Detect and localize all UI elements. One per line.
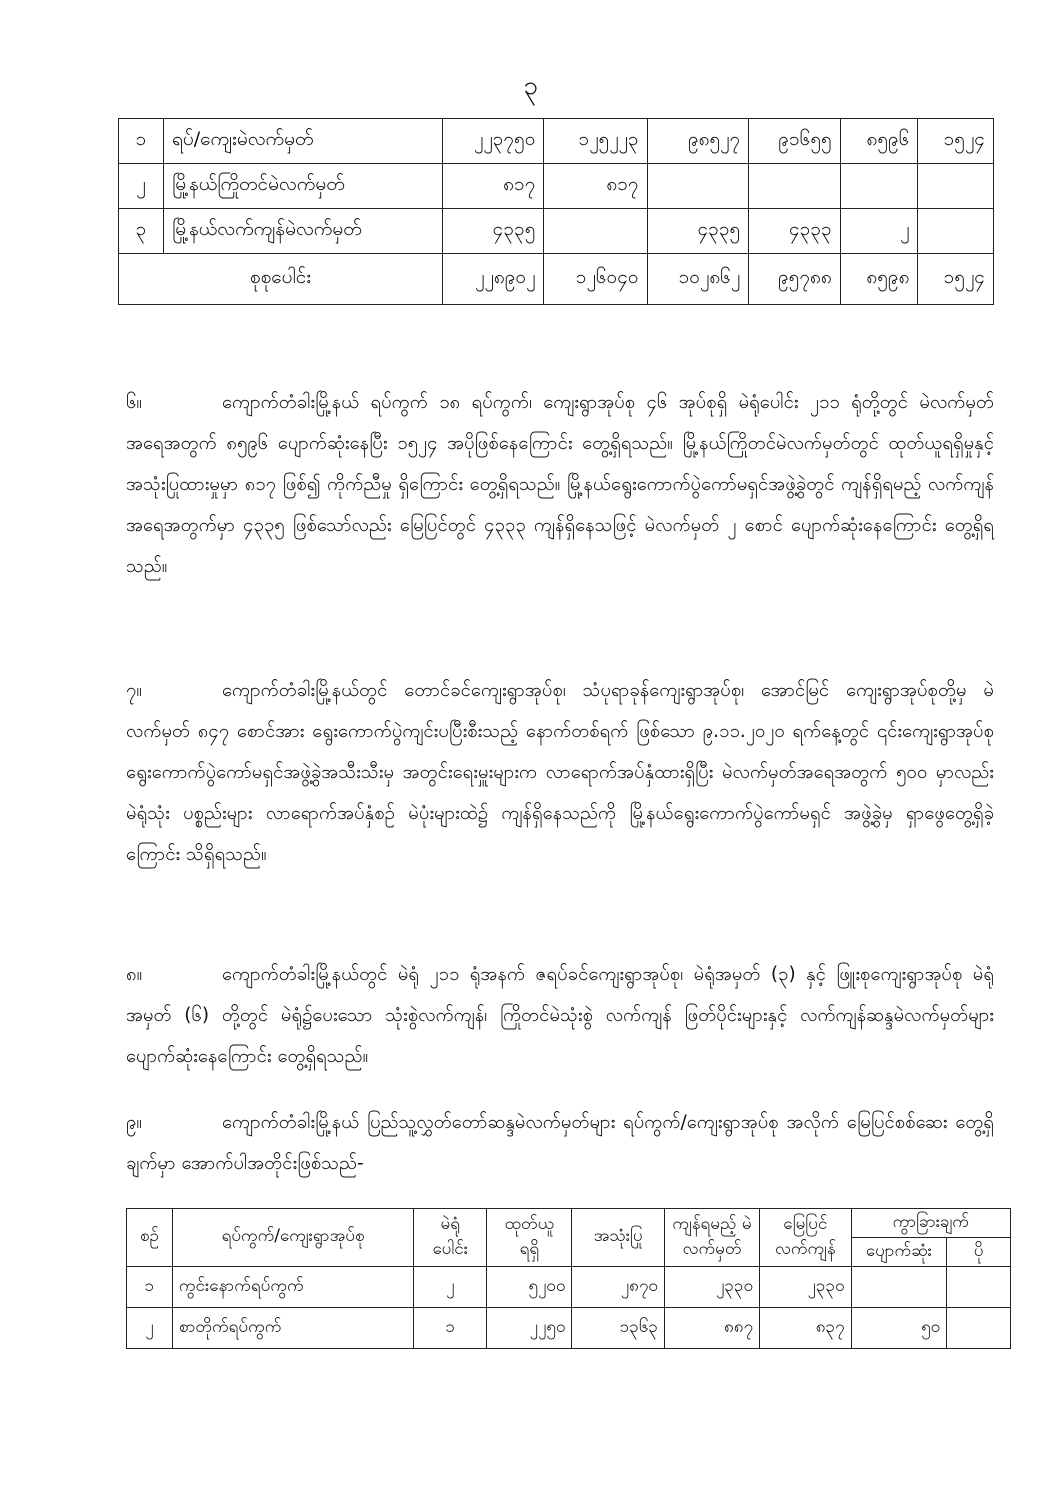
header-no: စဉ်: [127, 1209, 173, 1267]
ward-table: [126, 1208, 1011, 1349]
row-index: ၂: [119, 164, 164, 209]
cell-ward: ကွင်းနောက်ရပ်ကွက်: [172, 1267, 413, 1308]
cell: ၂၂၃၇၅၀: [443, 119, 544, 164]
table-row: [119, 119, 994, 164]
cell: ၈၁၇: [443, 164, 544, 209]
header-issued: ထုတ်ယူ ရရှိ: [487, 1209, 572, 1267]
cell: ၄၃၃၅: [647, 209, 749, 254]
total-cell: ၁၀၂၈၆၂: [647, 254, 749, 305]
header-lost: ပျောက်ဆုံး: [851, 1238, 947, 1267]
cell: ၄၃၃၃: [749, 209, 841, 254]
table-row: [119, 164, 994, 209]
cell: [918, 209, 994, 254]
total-cell: ၁၂၆၀၄၀: [544, 254, 647, 305]
header-ground: မြေပြင် လက်ကျန်: [760, 1209, 852, 1267]
total-cell: ၈၅၉၈: [840, 254, 918, 305]
summary-table: [118, 118, 994, 305]
cell-issued: ၅၂၀၀: [487, 1267, 572, 1308]
cell: [544, 209, 647, 254]
cell-expected: ၂၃၃၀: [664, 1267, 759, 1308]
row-label: မြို့နယ်လက်ကျန်မဲလက်မှတ်: [164, 209, 443, 254]
cell-booths: ၁: [414, 1308, 487, 1349]
total-cell: ၉၅၇၈၈: [749, 254, 841, 305]
cell: [918, 164, 994, 209]
cell-ground: ၂၃၃၀: [760, 1267, 852, 1308]
table-row: [127, 1267, 1011, 1308]
header-used: အသုံးပြု: [572, 1209, 665, 1267]
table-row: [127, 1308, 1011, 1349]
total-cell: ၁၅၂၄: [918, 254, 994, 305]
cell-no: ၁: [127, 1267, 173, 1308]
cell: ၂: [840, 209, 918, 254]
cell: [749, 164, 841, 209]
paragraph-number: ၉။: [126, 1112, 143, 1133]
total-cell: ၂၂၈၉၀၂: [443, 254, 544, 305]
header-diff: ကွာခြားချက်: [851, 1209, 1010, 1238]
row-label: မြို့နယ်ကြိုတင်မဲလက်မှတ်: [164, 164, 443, 209]
header-ward: ရပ်ကွက်/ကျေးရွာအုပ်စု: [172, 1209, 413, 1267]
cell: ၈၅၉၆: [840, 119, 918, 164]
cell-used: ၁၃၆၃: [572, 1308, 665, 1349]
paragraph-text: ကျောက်တံခါးမြို့နယ်တွင် တောင်ခင်ကျေးရွာအုပ်စု၊ သံပုရာခုန်ကျေးရွာအုပ်စု၊ အောင်မြင် ကျေးရွာအုပ်စုတို့မှ မဲလက်မှတ် ၈၄၇ စောင်အား ရွေးကောက်ပွဲကျင်းပပြီးစီးသည့် နောက်တစ်ရက် ဖြစ်သော ၉.၁၁.၂၀၂၀ ရက်နေ့တွင် ၎င်းကျေးရွာအုပ်စုရွေးကောက်ပွဲကော်မရှင်အဖွဲ့ခွဲအသီးသီးမှ အတွင်းရေးမှူးများက လာရောက်အပ်နှံထားရှိပြီး မဲလက်မှတ်အရေအတွက် ၅၀၀ မှာလည်း မဲရုံသုံး ပစ္စည်းများ လာရောက်အပ်နှံစဉ် မဲပုံးများထဲ၌ ကျန်ရှိနေသည်ကို မြို့နယ်ရွေးကောက်ပွဲကော်မရှင် အဖွဲ့ခွဲမှ ရှာဖွေတွေ့ရှိခဲ့ကြောင်း သိရှိရသည်။: [126, 680, 994, 865]
paragraph-text: ကျောက်တံခါးမြို့နယ်တွင် မဲရုံ ၂၁၁ ရုံအနက် ဇရပ်ခင်ကျေးရွာအုပ်စု၊ မဲရုံအမှတ် (၃) နှင့် ဖြူးစုကျေးရွာအုပ်စု မဲရုံအမှတ် (၆) တို့တွင် မဲရုံ၌ပေးသော သုံးစွဲလက်ကျန်၊ ကြိုတင်မဲသုံးစွဲ လက်ကျန် ဖြတ်ပိုင်းများနှင့် လက်ကျန်ဆန္ဒမဲလက်မှတ်များ ပျောက်ဆုံးနေကြောင်း တွေ့ရှိရသည်။: [126, 964, 994, 1067]
paragraph-text: ကျောက်တံခါးမြို့နယ် ရပ်ကွက် ၁၈ ရပ်ကွက်၊ ကျေးရွာအုပ်စု ၄၆ အုပ်စုရှိ မဲရုံပေါင်း ၂၁၁ ရုံတို့တွင် မဲလက်မှတ်အရေအတွက် ၈၅၉၆ ပျောက်ဆုံးနေပြီး ၁၅၂၄ အပိုဖြစ်နေကြောင်း တွေ့ရှိရသည်။ မြို့နယ်ကြိုတင်မဲလက်မှတ်တွင် ထုတ်ယူရရှိမှုနှင့် အသုံးပြုထားမှုမှာ ၈၁၇ ဖြစ်၍ ကိုက်ညီမှု ရှိကြောင်း တွေ့ရှိရသည်။ မြို့နယ်ရွေးကောက်ပွဲကော်မရှင်အဖွဲ့ခွဲတွင် ကျန်ရှိရမည့် လက်ကျန် အရေအတွက်မှာ ၄၃၃၅ ဖြစ်သော်လည်း မြေပြင်တွင် ၄၃၃၃ ကျန်ရှိနေသဖြင့် မဲလက်မှတ် ၂ စောင် ပျောက်ဆုံးနေကြောင်း တွေ့ရှိရသည်။: [126, 392, 994, 577]
row-index: ၃: [119, 209, 164, 254]
total-label: စုစုပေါင်း: [119, 254, 443, 305]
paragraph-number: ၆။: [126, 392, 143, 413]
row-index: ၁: [119, 119, 164, 164]
paragraph-text: ကျောက်တံခါးမြို့နယ် ပြည်သူ့လွှတ်တော်ဆန္ဒမဲလက်မှတ်များ ရပ်ကွက်/ကျေးရွာအုပ်စု အလိုက် မြေပြင်စစ်ဆေး တွေ့ရှိချက်မှာ အောက်ပါအတိုင်းဖြစ်သည်-: [126, 1112, 994, 1174]
cell-ground: ၈၃၇: [760, 1308, 852, 1349]
cell-extra: [947, 1267, 1011, 1308]
cell: ၉၈၅၂၇: [647, 119, 749, 164]
cell-lost: [851, 1267, 947, 1308]
paragraph-number: ၈။: [126, 964, 143, 985]
cell: ၁၅၂၄: [918, 119, 994, 164]
cell: ၉၁၆၅၅: [749, 119, 841, 164]
cell-no: ၂: [127, 1308, 173, 1349]
paragraph-6: [126, 382, 994, 587]
cell-extra: [947, 1308, 1011, 1349]
paragraph-7: [126, 670, 994, 875]
cell: [840, 164, 918, 209]
total-row: [119, 254, 994, 305]
page-number: ၃: [523, 71, 538, 101]
paragraph-8: [126, 954, 994, 1077]
cell: [647, 164, 749, 209]
cell-issued: ၂၂၅၀: [487, 1308, 572, 1349]
header-booths: မဲရုံ ပေါင်း: [414, 1209, 487, 1267]
paragraph-9: [126, 1102, 994, 1184]
cell-used: ၂၈၇၀: [572, 1267, 665, 1308]
header-extra: ပို: [947, 1238, 1011, 1267]
paragraph-number: ၇။: [126, 680, 143, 701]
cell: ၄၃၃၅: [443, 209, 544, 254]
cell-expected: ၈၈၇: [664, 1308, 759, 1349]
cell-ward: စာတိုက်ရပ်ကွက်: [172, 1308, 413, 1349]
cell-lost: ၅၀: [851, 1308, 947, 1349]
cell: ၈၁၇: [544, 164, 647, 209]
row-label: ရပ်/ကျေးမဲလက်မှတ်: [164, 119, 443, 164]
header-expected: ကျန်ရမည့် မဲလက်မှတ်: [664, 1209, 759, 1267]
table-row: [119, 209, 994, 254]
cell-booths: ၂: [414, 1267, 487, 1308]
cell: ၁၂၅၂၂၃: [544, 119, 647, 164]
